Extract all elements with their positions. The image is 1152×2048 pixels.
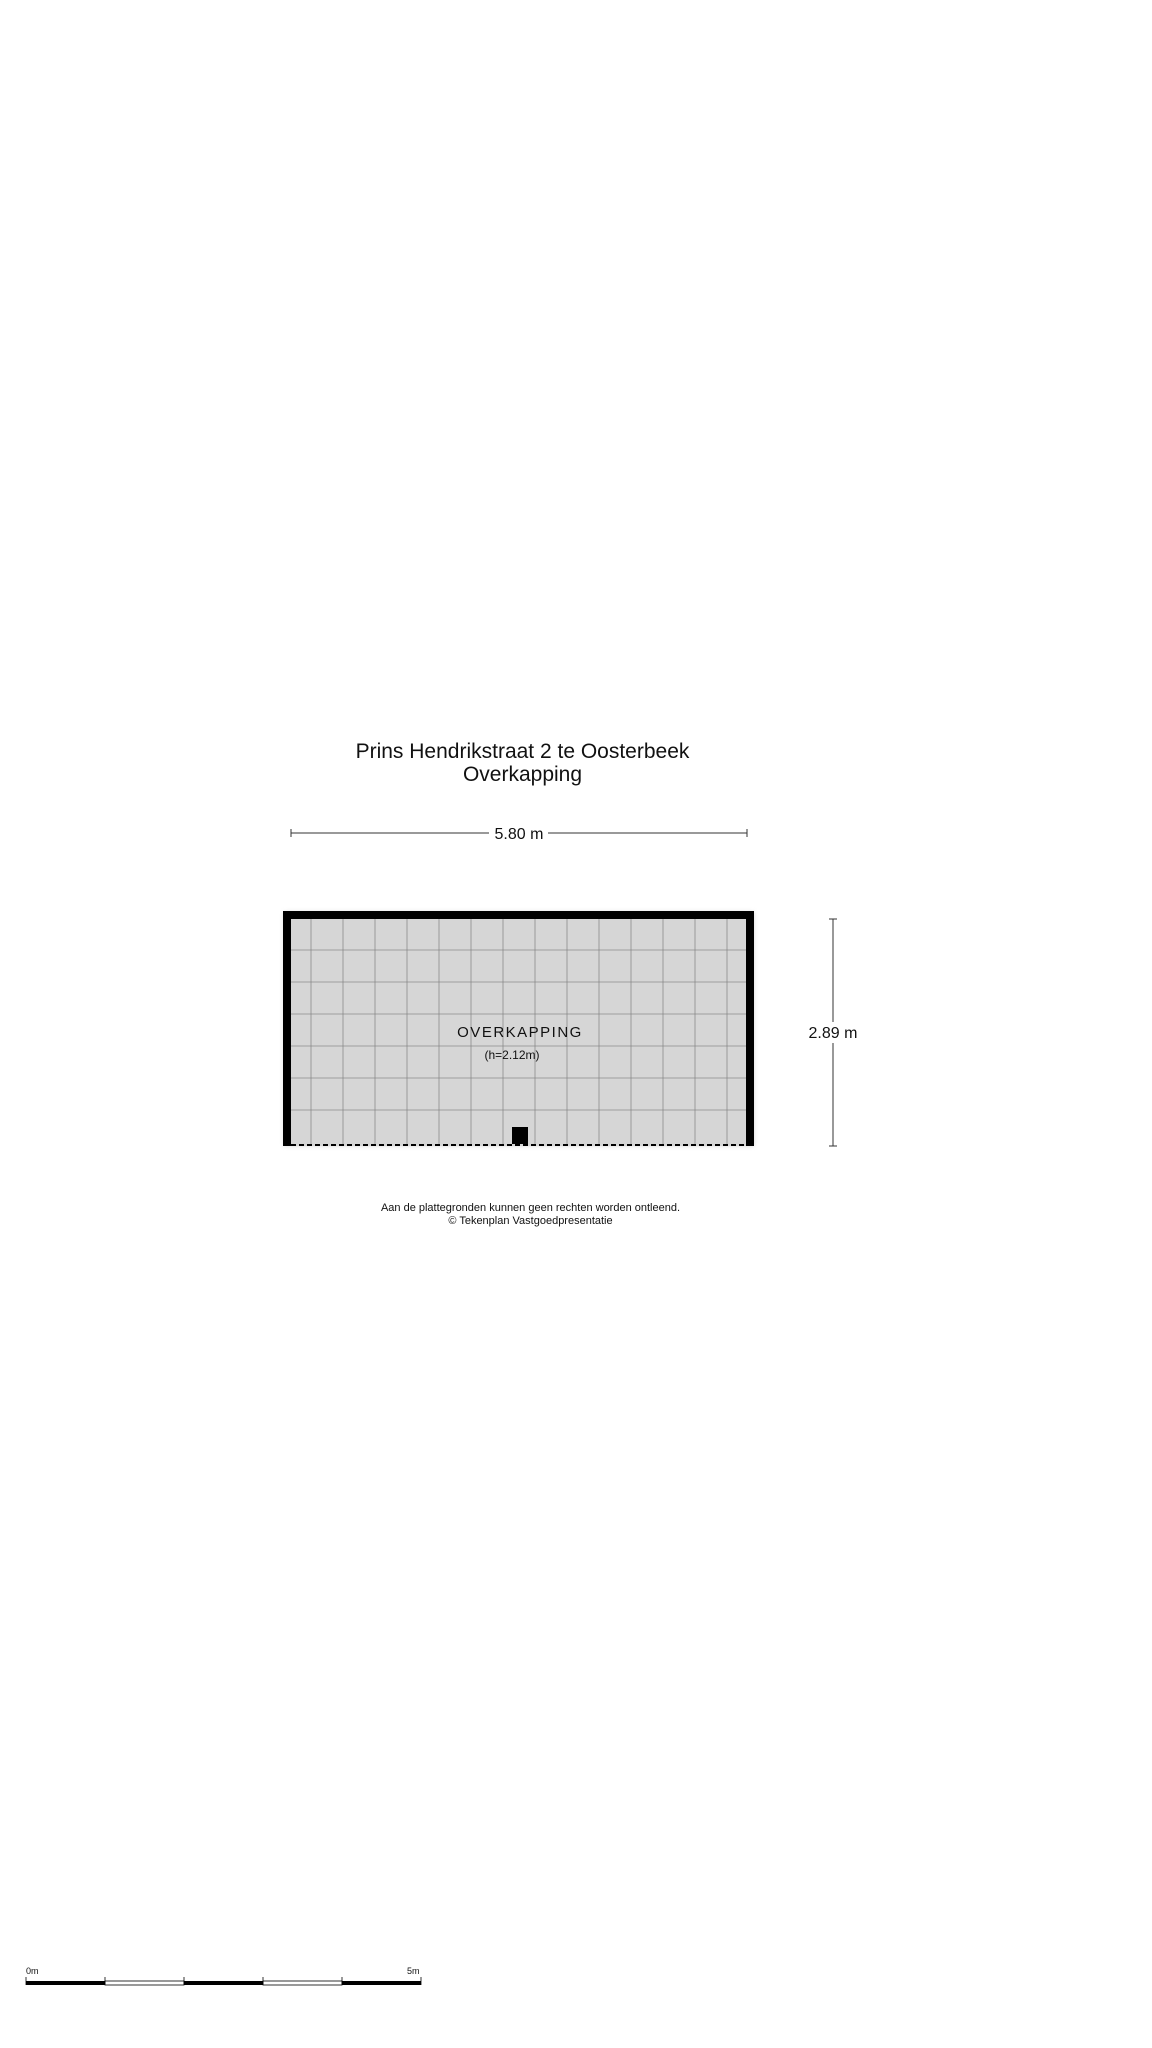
- room-height-label: (h=2.12m): [484, 1048, 540, 1062]
- depth-dimension: [809, 919, 858, 1146]
- plan-address-title: Prins Hendrikstraat 2 te Oosterbeek: [355, 740, 690, 763]
- scale-start-label: 0m: [26, 1966, 39, 1976]
- wall-right: [746, 911, 754, 1146]
- support-column: [512, 1127, 528, 1144]
- width-dimension-label: 5.80 m: [494, 826, 544, 843]
- wall-top: [283, 911, 754, 919]
- scale-bar: [26, 1966, 421, 1985]
- width-dimension: [291, 826, 747, 843]
- plan-floor-title: Overkapping: [462, 763, 583, 786]
- depth-dimension-label: 2.89 m: [808, 1025, 858, 1042]
- copyright-text: © Tekenplan Vastgoedpresentatie: [448, 1215, 613, 1227]
- wall-left: [283, 911, 291, 1146]
- room-name-label: OVERKAPPING: [457, 1024, 583, 1041]
- room-overkapping: [283, 911, 754, 1146]
- disclaimer-text: Aan de plattegronden kunnen geen rechten worden ontleend.: [380, 1202, 681, 1214]
- scale-end-label: 5m: [407, 1966, 420, 1976]
